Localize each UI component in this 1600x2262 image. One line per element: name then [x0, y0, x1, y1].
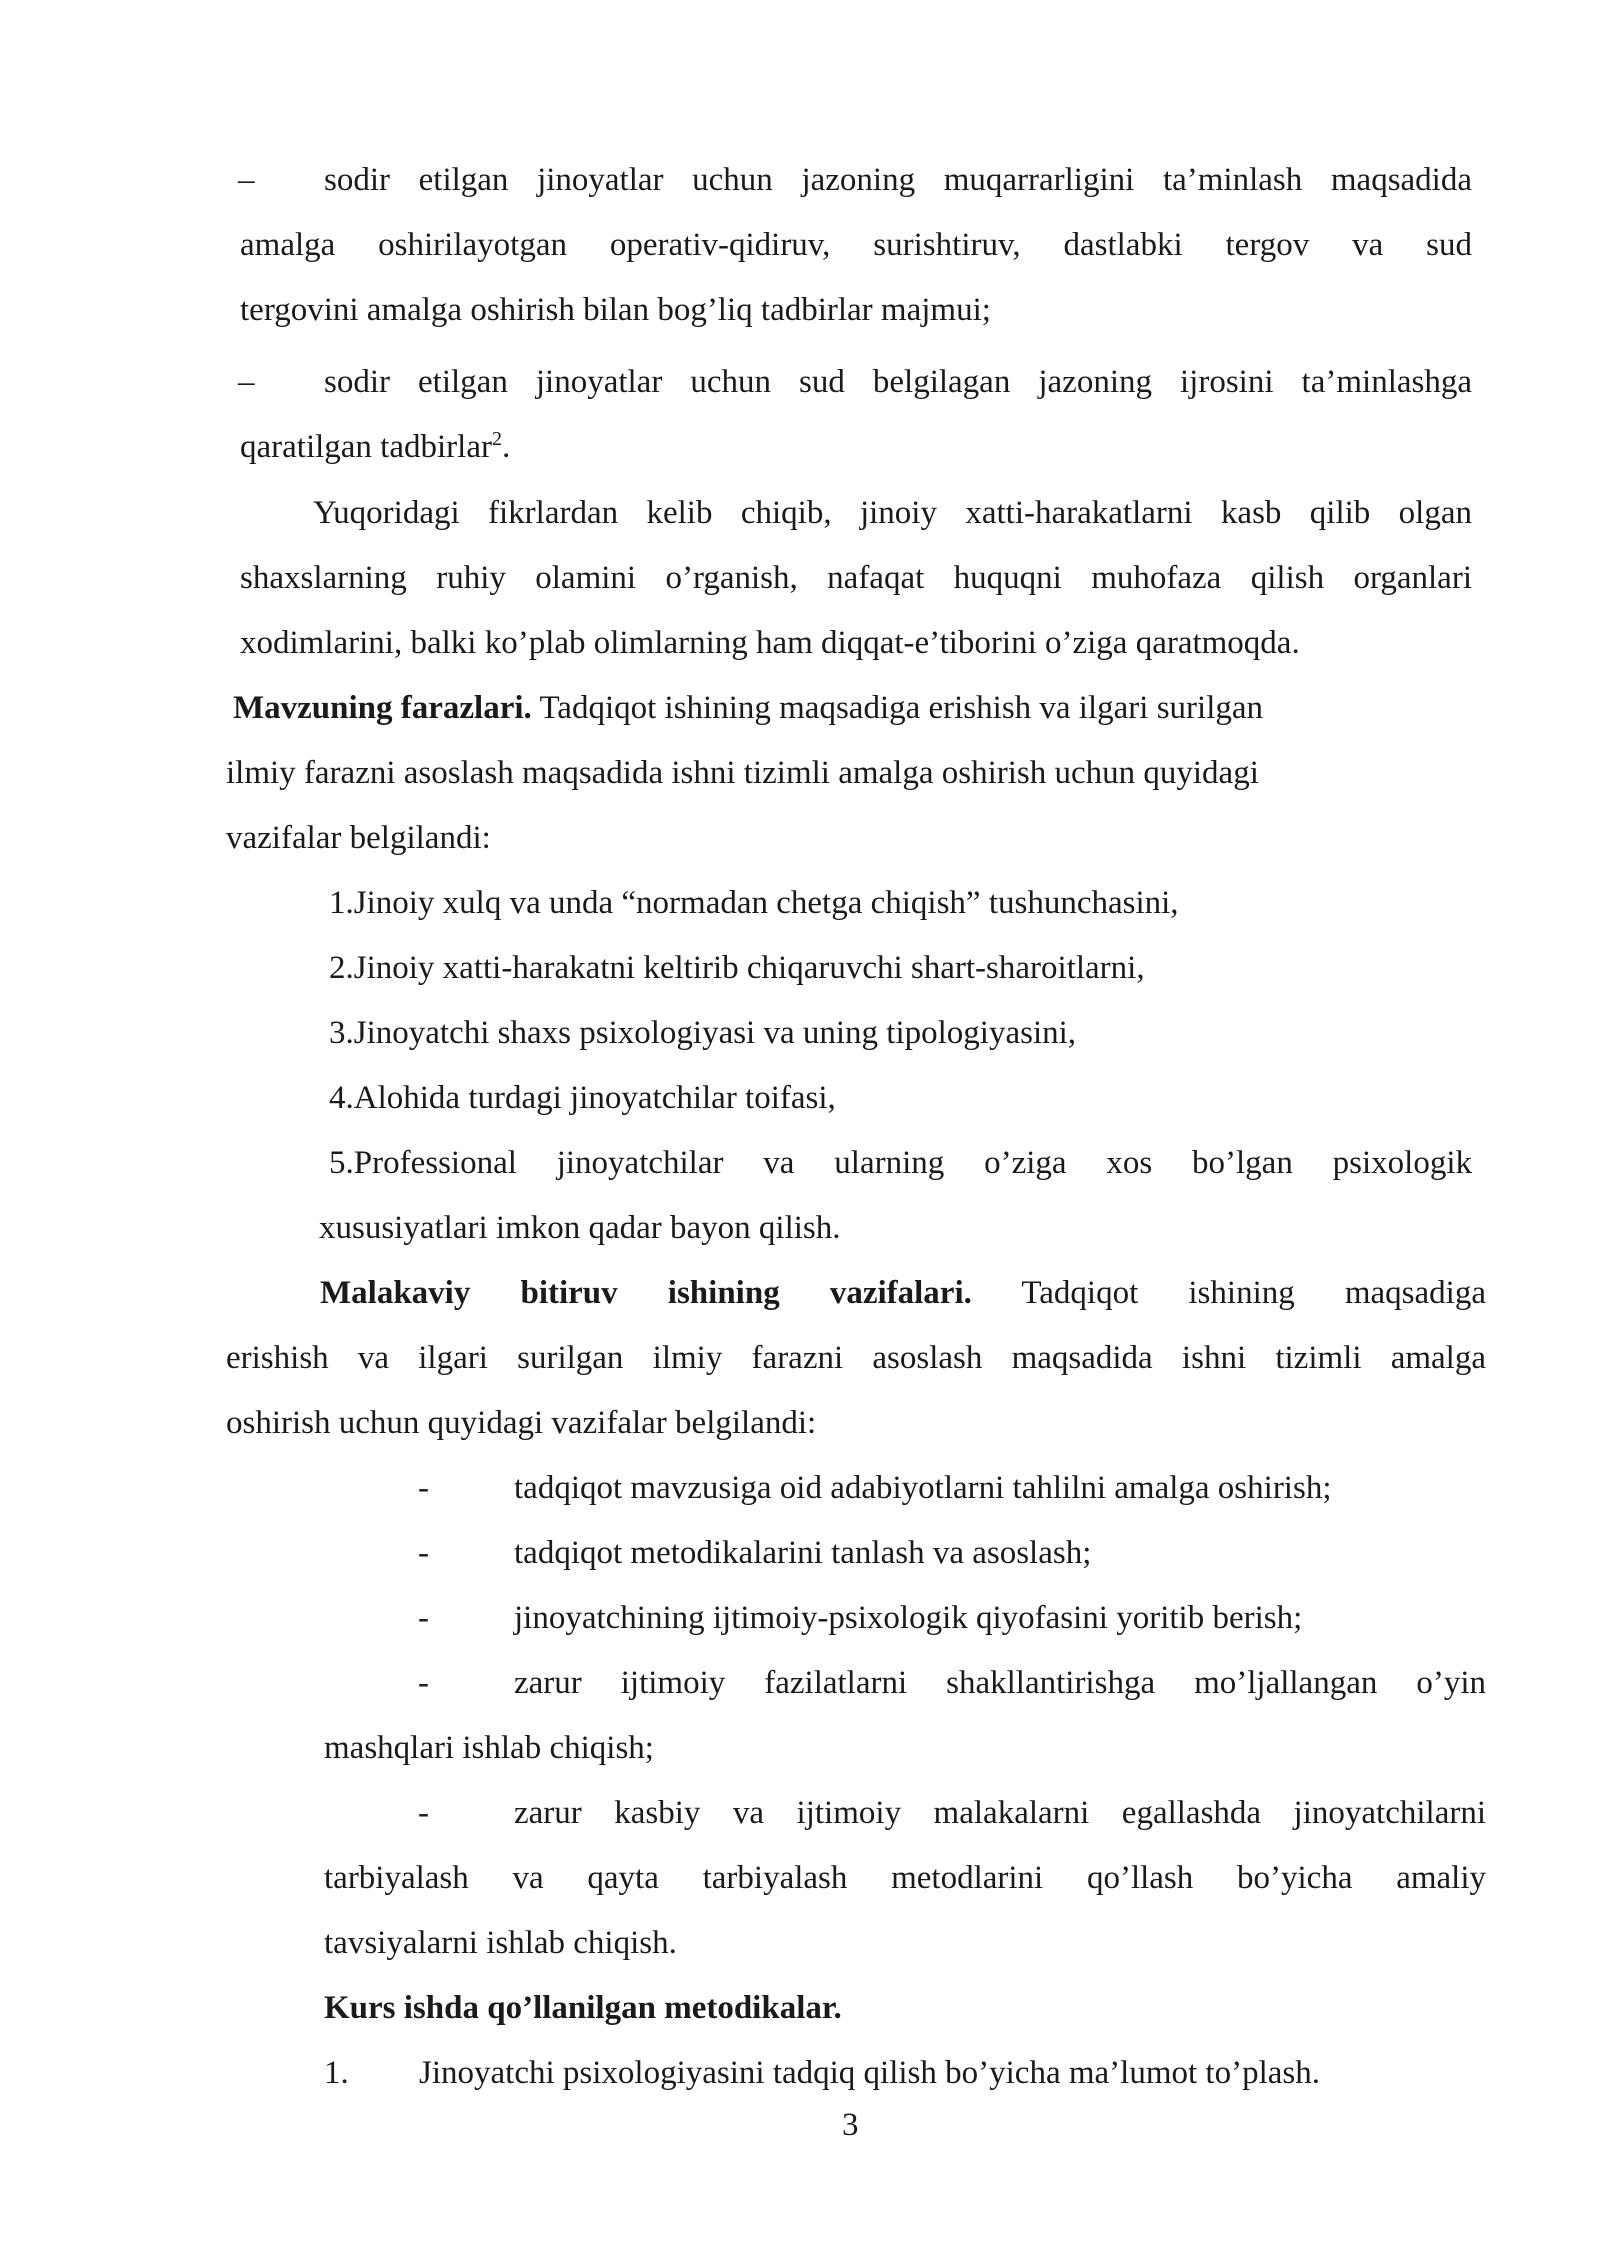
para1-line3: xodimlarini, balki ko’plab olimlarning ham diqqat-e’tiborini o’ziga qaratmoqda.	[240, 625, 1300, 661]
list-item: 2.Jinoiy xatti-harakatni keltirib chiqaruvchi shart-sharoitlarni,	[329, 950, 1145, 986]
page-number: 3	[842, 2107, 859, 2143]
list-item: tadqiqot metodikalarini tanlash va asoslash;	[514, 1535, 1092, 1571]
list-item-cont: mashqlari ishlab chiqish;	[324, 1730, 654, 1766]
list-item-cont: xususiyatlari imkon qadar bayon qilish.	[319, 1210, 841, 1246]
dash1-line2: amalga oshirilayotgan operativ-qidiruv, surishtiruv, dastlabki tergov va sud	[240, 227, 1472, 263]
methods-heading: Kurs ishda qo’llanilgan metodikalar.	[324, 1990, 842, 2026]
list-item: zarur ijtimoiy fazilatlarni shakllantirishga mo’ljallangan o’yin	[514, 1665, 1486, 1701]
dash-marker: -	[418, 1665, 429, 1701]
dash2-line2	[240, 427, 510, 467]
hypotheses-line1	[233, 688, 1263, 728]
dash1-line3: tergovini amalga oshirish bilan bog’liq tadbirlar majmui;	[240, 292, 991, 328]
tasks-line1	[320, 1273, 1486, 1313]
dash1-line1: sodir etilgan jinoyatlar uchun jazoning muqarrarligini ta’minlash maqsadida	[324, 162, 1472, 198]
methods-item-text: Jinoyatchi psixologiyasini tadqiq qilish bo’yicha ma’lumot to’plash.	[419, 2055, 1320, 2091]
dash-marker: –	[238, 162, 255, 198]
hypotheses-text: Tadqiqot ishining maqsadiga erishish va ilgari surilgan	[531, 690, 1264, 726]
dash-marker: -	[418, 1535, 429, 1571]
list-item: 5.Professional jinoyatchilar va ularning o’ziga xos bo’lgan psixologik	[329, 1145, 1472, 1181]
list-item: 4.Alohida turdagi jinoyatchilar toifasi,	[329, 1080, 836, 1116]
hypotheses-heading: Mavzuning farazlari.	[233, 690, 532, 726]
list-item-cont: tarbiyalash va qayta tarbiyalash metodlarini qo’llash bo’yicha amaliy	[324, 1860, 1486, 1896]
tasks-line2: erishish va ilgari surilgan ilmiy farazni asoslash maqsadida ishni tizimli amalga	[226, 1340, 1486, 1376]
list-item: 1.Jinoiy xulq va unda “normadan chetga chiqish” tushunchasini,	[329, 885, 1179, 921]
list-item: 3.Jinoyatchi shaxs psixologiyasi va uning tipologiyasini,	[329, 1015, 1077, 1051]
dash2-line1: sodir etilgan jinoyatlar uchun sud belgilagan jazoning ijrosini ta’minlashga	[324, 364, 1472, 400]
dash-marker: -	[418, 1600, 429, 1636]
dash2-text: qaratilgan tadbirlar	[240, 429, 492, 465]
hypotheses-line2: ilmiy farazni asoslash maqsadida ishni tizimli amalga oshirish uchun quyidagi	[226, 755, 1259, 791]
dash2-end: .	[501, 429, 511, 465]
tasks-line3: oshirish uchun quyidagi vazifalar belgilandi:	[226, 1405, 817, 1441]
list-item: tadqiqot mavzusiga oid adabiyotlarni tahlilni amalga oshirish;	[514, 1470, 1332, 1506]
methods-item-number: 1.	[324, 2055, 349, 2091]
hypotheses-line3: vazifalar belgilandi:	[226, 820, 491, 856]
footnote-ref[interactable]: 2	[491, 428, 502, 450]
list-item: zarur kasbiy va ijtimoiy malakalarni egallashda jinoyatchilarni	[514, 1795, 1486, 1831]
dash-marker: -	[418, 1470, 429, 1506]
para1-line1: Yuqoridagi fikrlardan kelib chiqib, jinoiy xatti-harakatlarni kasb qilib olgan	[313, 495, 1472, 531]
list-item-cont: tavsiyalarni ishlab chiqish.	[324, 1925, 677, 1961]
tasks-heading: Malakaviy bitiruv ishining vazifalari.	[320, 1275, 972, 1311]
dash-marker: –	[238, 364, 255, 400]
list-item: jinoyatchining ijtimoiy-psixologik qiyofasini yoritib berish;	[514, 1600, 1303, 1636]
para1-line2: shaxslarning ruhiy olamini o’rganish, nafaqat huquqni muhofaza qilish organlari	[240, 560, 1472, 596]
tasks-text: Tadqiqot ishining maqsadiga	[971, 1275, 1486, 1311]
dash-marker: -	[418, 1795, 429, 1831]
